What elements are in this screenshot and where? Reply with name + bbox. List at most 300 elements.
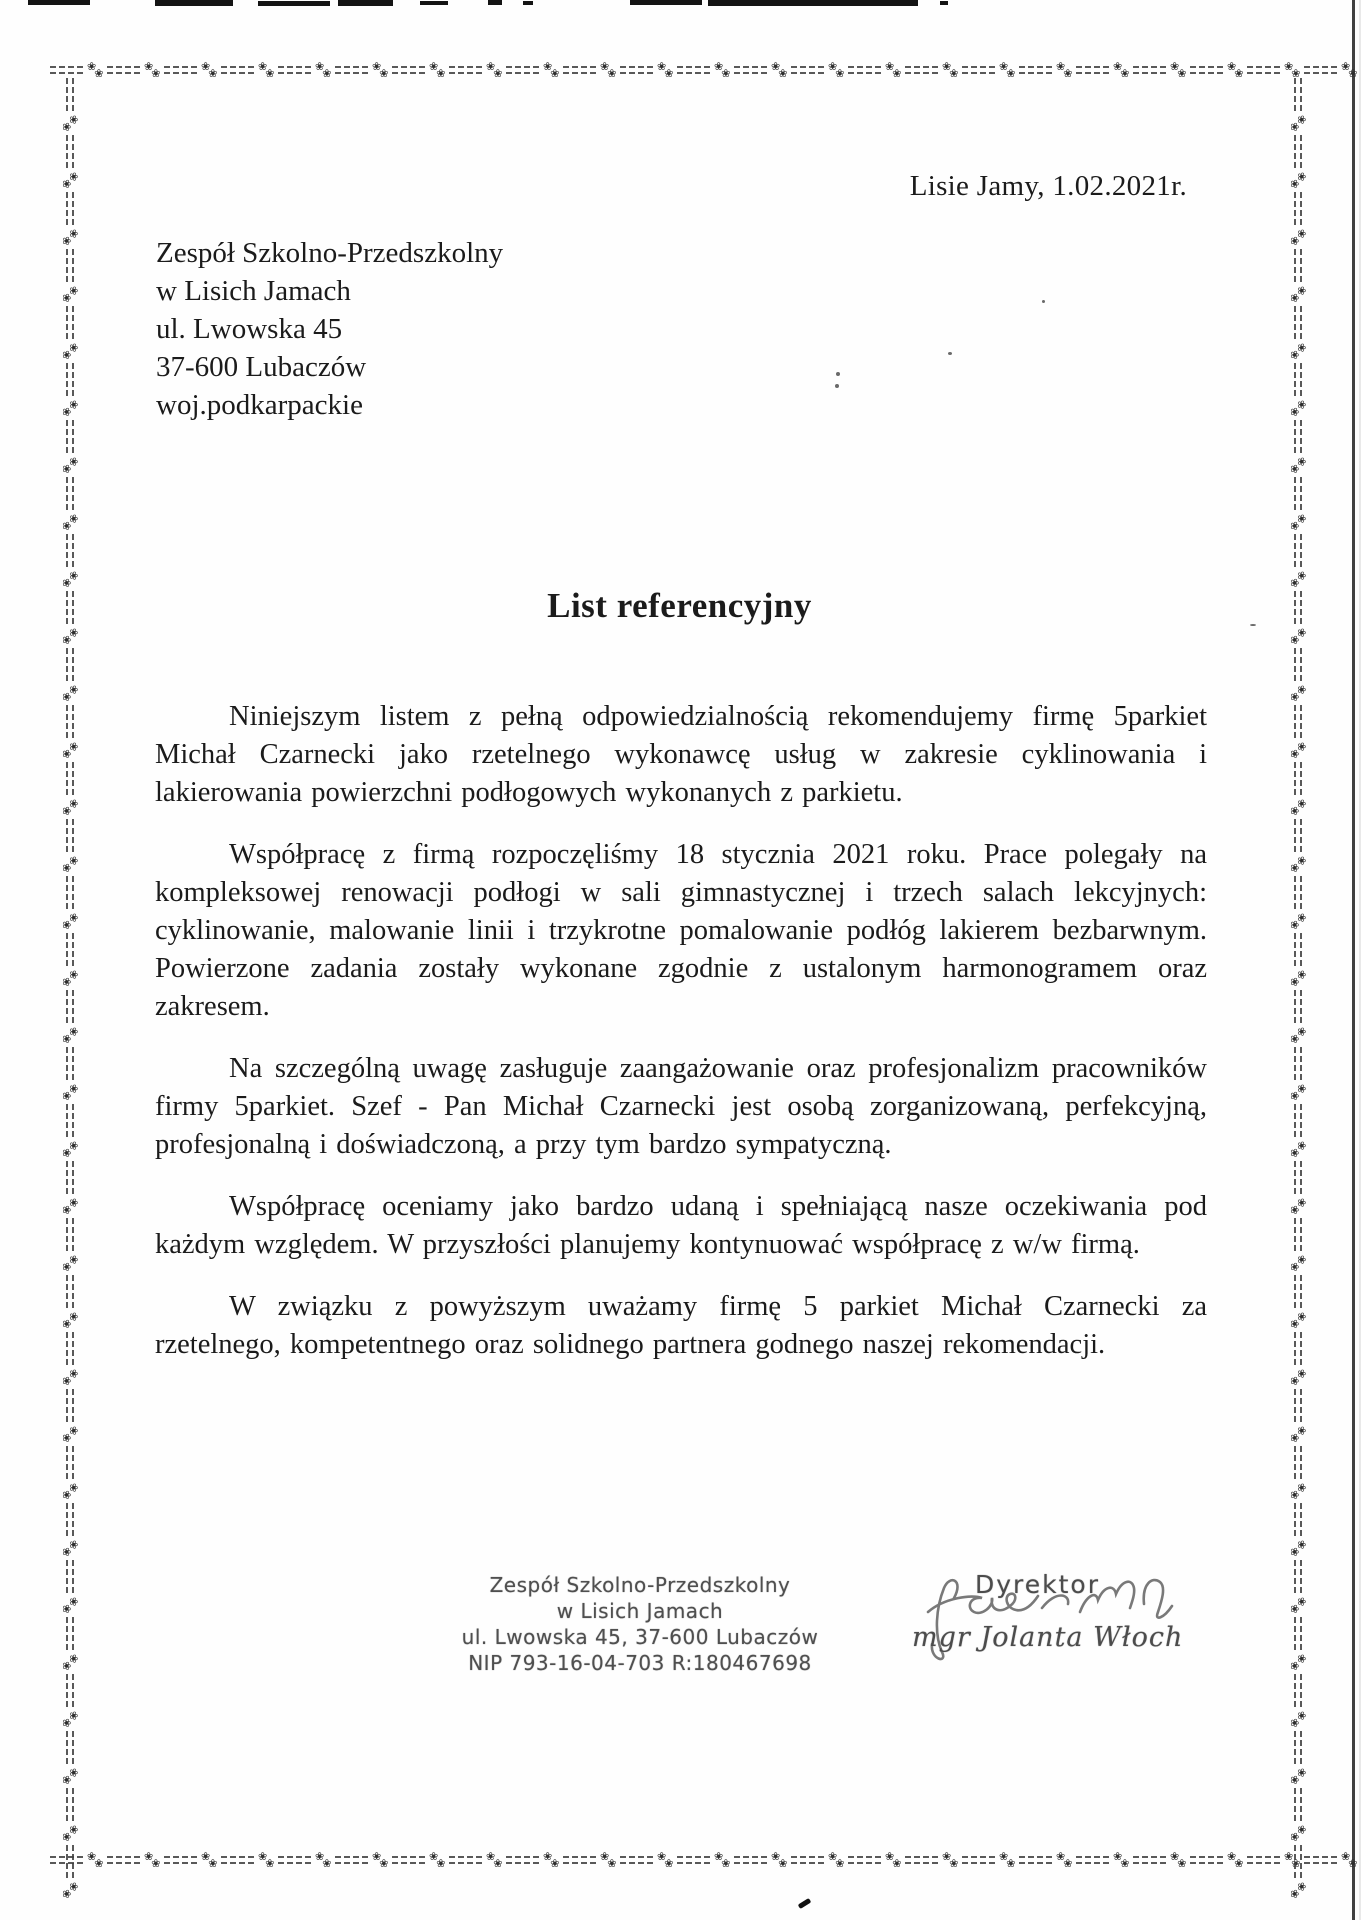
florette-icon: ❀ [1295,229,1309,239]
florette-icon: ❀ [550,1856,560,1870]
letter-body [155,698,1207,1388]
florette-icon: ❀ [1234,1856,1244,1870]
florette-icon: ❀ [60,692,74,702]
florette-icon: ❀ [60,1661,74,1671]
border-ornament-unit [60,876,81,933]
florette-icon: ❀ [1288,977,1302,987]
florette-icon: ❀ [208,66,218,80]
institution-stamp [430,1572,850,1676]
sender-address-block [156,234,503,424]
border-ornament-unit [1288,1674,1309,1731]
scan-artifact [338,0,393,6]
florette-icon: ❀ [1295,1312,1309,1322]
scan-artifact [258,1,330,6]
florette-icon: ❀ [1295,1483,1309,1493]
florette-icon: ❀ [67,229,81,239]
florette-icon: ❀ [315,59,325,73]
florette-icon: ❀ [1295,1597,1309,1607]
border-ornament-unit [60,762,81,819]
florette-icon: ❀ [67,343,81,353]
border-ornament-unit [1304,1849,1361,1870]
florette-icon: ❀ [1288,122,1302,132]
florette-icon: ❀ [144,1849,154,1863]
border-ornament-unit [60,363,81,420]
florette-icon: ❀ [1227,59,1237,73]
florette-icon: ❀ [1348,66,1358,80]
border-ornament-unit [962,59,1019,80]
border-ornament-unit [60,1503,81,1560]
florette-icon: ❀ [1288,1262,1302,1272]
florette-icon: ❀ [1120,1856,1130,1870]
border-ornament-unit [50,1849,107,1870]
sender-address-line: w Lisich Jamach [156,275,351,307]
border-ornament-unit [60,1047,81,1104]
florette-icon: ❀ [1288,1148,1302,1158]
florette-icon: ❀ [67,1027,81,1037]
border-ornament-unit [1288,1731,1309,1788]
florette-icon: ❀ [60,521,74,531]
border-ornament-unit [60,1218,81,1275]
florette-icon: ❀ [721,66,731,80]
border-ornament-unit [221,1849,278,1870]
florette-icon: ❀ [67,856,81,866]
border-ornament-unit [60,648,81,705]
florette-icon: ❀ [60,1262,74,1272]
scan-speck [948,352,952,355]
florette-icon: ❀ [60,1205,74,1215]
florette-icon: ❀ [67,514,81,524]
florette-icon: ❀ [607,1856,617,1870]
florette-icon: ❀ [1288,1718,1302,1728]
florette-icon: ❀ [67,799,81,809]
florette-icon: ❀ [60,1091,74,1101]
florette-icon: ❀ [1291,1856,1301,1870]
florette-icon: ❀ [778,1856,788,1870]
florette-icon: ❀ [60,863,74,873]
border-ornament-unit [1288,135,1309,192]
florette-icon: ❀ [265,1856,275,1870]
border-ornament-unit [506,1849,563,1870]
florette-icon: ❀ [60,1718,74,1728]
florette-icon: ❀ [1288,179,1302,189]
border-ornament-unit [1288,705,1309,762]
florette-icon: ❀ [60,1319,74,1329]
border-ornament-unit [1288,1788,1309,1845]
stamp-line: ul. Lwowska 45, 37-600 Lubaczów [461,1625,819,1649]
florette-icon: ❀ [600,1849,610,1863]
border-ornament-unit [221,59,278,80]
date-line: Lisie Jamy, 1.02.2021r. [909,170,1187,202]
florette-icon: ❀ [1295,1369,1309,1379]
border-ornament-unit [60,1674,81,1731]
florette-icon: ❀ [1234,66,1244,80]
border-ornament-unit [1288,534,1309,591]
florette-icon: ❀ [543,59,553,73]
border-ornament-unit [60,1389,81,1446]
border-ornament-unit [848,1849,905,1870]
florette-icon: ❀ [664,1856,674,1870]
florette-icon: ❀ [1295,1255,1309,1265]
florette-icon: ❀ [1227,1849,1237,1863]
florette-icon: ❀ [1288,578,1302,588]
florette-icon: ❀ [60,806,74,816]
border-ornament-unit [1019,1849,1076,1870]
border-ornament-unit [1288,1389,1309,1446]
florette-icon: ❀ [60,1490,74,1500]
florette-icon: ❀ [208,1856,218,1870]
florette-icon: ❀ [942,59,952,73]
florette-icon: ❀ [1291,66,1301,80]
scan-speck [836,372,840,376]
border-ornament-unit [1288,249,1309,306]
border-ornament-unit [60,1446,81,1503]
border-ornament-unit [563,1849,620,1870]
sender-address-line: Zespół Szkolno-Przedszkolny [156,237,504,269]
border-ornament-unit [563,59,620,80]
florette-icon: ❀ [1295,742,1309,752]
florette-icon: ❀ [67,1426,81,1436]
border-ornament-unit [1288,933,1309,990]
florette-icon: ❀ [379,66,389,80]
florette-icon: ❀ [1288,1604,1302,1614]
border-ornament-unit [962,1849,1019,1870]
border-ornament-unit [1288,1617,1309,1674]
signature-role: Dyrektor [975,1570,1101,1599]
border-ornament-unit [1288,648,1309,705]
florette-icon: ❀ [67,400,81,410]
florette-icon: ❀ [1288,1661,1302,1671]
florette-icon: ❀ [778,66,788,80]
florette-icon: ❀ [60,1376,74,1386]
border-ornament-unit [335,1849,392,1870]
border-ornament-unit [1288,477,1309,534]
florette-icon: ❀ [1295,172,1309,182]
florette-icon: ❀ [60,920,74,930]
border-ornament-unit [1288,1047,1309,1104]
border-ornament-unit [905,1849,962,1870]
florette-icon: ❀ [1113,1849,1123,1863]
scan-speck [1042,300,1045,303]
florette-icon: ❀ [60,1889,74,1899]
florette-icon: ❀ [1295,1711,1309,1721]
border-ornament-unit [1288,819,1309,876]
florette-icon: ❀ [1288,863,1302,873]
florette-icon: ❀ [1113,59,1123,73]
border-ornament-unit [1288,363,1309,420]
border-ornament-unit [1288,1560,1309,1617]
border-ornament-unit [60,1617,81,1674]
border-ornament-unit [791,1849,848,1870]
florette-icon: ❀ [1295,115,1309,125]
border-ornament-unit [60,990,81,1047]
florette-icon: ❀ [1288,293,1302,303]
letter-paragraph: Współpracę z firmą rozpoczęliśmy 18 stycznia 2021 roku. Prace polegały na kompleksowej renowacji podłogi w sali gimnastycznej i trzech salach lekcyjnych: cyklinowanie, malowanie linii i trzykrotne pomalowanie podłóg lakierem bezbarwnym. Powierzone zadania zostały wykonane zgodnie z ustalonym harmonogramem oraz zakresem. [155,839,1207,1022]
florette-icon: ❀ [835,66,845,80]
ornamental-border-right [1288,78,1309,1899]
border-ornament-unit [1288,1332,1309,1389]
florette-icon: ❀ [835,1856,845,1870]
florette-icon: ❀ [1288,1433,1302,1443]
florette-icon: ❀ [60,179,74,189]
florette-icon: ❀ [1288,350,1302,360]
border-ornament-unit [905,59,962,80]
border-ornament-unit [60,1845,81,1902]
florette-icon: ❀ [67,742,81,752]
sender-address-line: ul. Lwowska 45 [156,313,343,345]
border-ornament-unit [60,534,81,591]
florette-icon: ❀ [60,407,74,417]
florette-icon: ❀ [1295,970,1309,980]
florette-icon: ❀ [60,977,74,987]
border-ornament-unit [734,1849,791,1870]
border-ornament-unit [734,59,791,80]
florette-icon: ❀ [1295,1768,1309,1778]
florette-icon: ❀ [67,1198,81,1208]
border-ornament-unit [1288,1503,1309,1560]
florette-icon: ❀ [67,115,81,125]
border-ornament-unit [60,819,81,876]
border-ornament-unit [848,59,905,80]
border-ornament-unit [1288,1104,1309,1161]
florette-icon: ❀ [60,1604,74,1614]
florette-icon: ❀ [1295,1654,1309,1664]
florette-icon: ❀ [1288,692,1302,702]
florette-icon: ❀ [1063,66,1073,80]
florette-icon: ❀ [67,970,81,980]
florette-icon: ❀ [67,571,81,581]
florette-icon: ❀ [999,1849,1009,1863]
florette-icon: ❀ [1288,749,1302,759]
florette-icon: ❀ [67,628,81,638]
florette-icon: ❀ [1284,1849,1294,1863]
florette-icon: ❀ [1288,635,1302,645]
florette-icon: ❀ [1348,1856,1358,1870]
florette-icon: ❀ [885,59,895,73]
border-ornament-unit [60,306,81,363]
border-ornament-unit [1019,59,1076,80]
border-ornament-unit [1288,1446,1309,1503]
stamp-line: NIP 793-16-04-703 R:180467698 [468,1651,812,1675]
florette-icon: ❀ [60,122,74,132]
border-ornament-unit [620,1849,677,1870]
border-ornament-unit [60,1560,81,1617]
florette-icon: ❀ [60,1034,74,1044]
border-ornament-unit [1304,59,1361,80]
florette-icon: ❀ [892,1856,902,1870]
border-ornament-unit [164,1849,221,1870]
letter-paragraph: Współpracę oceniamy jako bardzo udaną i spełniającą nasze oczekiwania pod każdym względem. W przyszłości planujemy kontynuować współpracę z w/w firmą. [155,1191,1207,1260]
scan-artifact [708,0,918,6]
letter-paragraph: Niniejszym listem z pełną odpowiedzialnością rekomendujemy firmę 5parkiet Michał Czarnecki jako rzetelnego wykonawcę usług w zakresie cyklinowania i lakierowania powierzchni podłogowych wykonanych z parkietu. [155,701,1207,808]
florette-icon: ❀ [828,1849,838,1863]
florette-icon: ❀ [1288,1091,1302,1101]
border-ornament-unit [60,249,81,306]
border-ornament-unit [677,1849,734,1870]
florette-icon: ❀ [721,1856,731,1870]
florette-icon: ❀ [67,172,81,182]
border-ornament-unit [1133,1849,1190,1870]
florette-icon: ❀ [60,1775,74,1785]
florette-icon: ❀ [60,1148,74,1158]
border-ornament-unit [1288,1275,1309,1332]
florette-icon: ❀ [714,1849,724,1863]
border-ornament-unit [60,420,81,477]
florette-icon: ❀ [1295,1540,1309,1550]
florette-icon: ❀ [1295,685,1309,695]
florette-icon: ❀ [258,59,268,73]
florette-icon: ❀ [600,59,610,73]
border-ornament-unit [1288,1845,1309,1902]
florette-icon: ❀ [1288,407,1302,417]
florette-icon: ❀ [1056,1849,1066,1863]
florette-icon: ❀ [1288,1547,1302,1557]
ornamental-border-top [50,59,1358,80]
florette-icon: ❀ [67,1597,81,1607]
border-ornament-unit [620,59,677,80]
florette-icon: ❀ [429,59,439,73]
florette-icon: ❀ [1288,920,1302,930]
border-ornament-unit [1076,59,1133,80]
florette-icon: ❀ [493,1856,503,1870]
florette-icon: ❀ [949,1856,959,1870]
florette-icon: ❀ [949,66,959,80]
florette-icon: ❀ [1120,66,1130,80]
florette-icon: ❀ [1056,59,1066,73]
florette-icon: ❀ [144,59,154,73]
florette-icon: ❀ [1288,1889,1302,1899]
scan-artifact [488,0,502,5]
florette-icon: ❀ [67,1768,81,1778]
florette-icon: ❀ [771,1849,781,1863]
letter-paragraph: W związku z powyższym uważamy firmę 5 parkiet Michał Czarnecki za rzetelnego, kompetentnego oraz solidnego partnera godnego naszej rekomendacji. [155,1291,1207,1360]
florette-icon: ❀ [67,1369,81,1379]
border-ornament-unit [1288,1218,1309,1275]
florette-icon: ❀ [151,66,161,80]
border-ornament-unit [60,705,81,762]
florette-icon: ❀ [87,1849,97,1863]
florette-icon: ❀ [151,1856,161,1870]
florette-icon: ❀ [1295,1825,1309,1835]
border-ornament-unit [1133,59,1190,80]
border-ornament-unit [1288,192,1309,249]
border-ornament-unit [677,59,734,80]
sender-address-line: woj.podkarpackie [156,389,363,421]
florette-icon: ❀ [1288,1832,1302,1842]
florette-icon: ❀ [67,1255,81,1265]
border-ornament-unit [335,59,392,80]
letter-title: List referencyjny [547,586,812,625]
florette-icon: ❀ [67,1084,81,1094]
florette-icon: ❀ [315,1849,325,1863]
florette-icon: ❀ [372,59,382,73]
border-ornament-unit [1288,1161,1309,1218]
border-ornament-unit [164,59,221,80]
florette-icon: ❀ [67,913,81,923]
florette-icon: ❀ [1288,1319,1302,1329]
florette-icon: ❀ [892,66,902,80]
ornamental-border-bottom [50,1849,1358,1870]
florette-icon: ❀ [1288,806,1302,816]
letter-paragraph: Na szczególną uwagę zasługuje zaangażowanie oraz profesjonalizm pracowników firmy 5parkiet. Szef - Pan Michał Czarnecki jest osobą zorganizowaną, perfekcyjną, profesjonalną i doświadczoną, a przy tym bardzo sympatyczną. [155,1053,1207,1160]
florette-icon: ❀ [1295,343,1309,353]
scan-speck [835,384,839,388]
florette-icon: ❀ [657,59,667,73]
florette-icon: ❀ [60,1832,74,1842]
florette-icon: ❀ [1288,1376,1302,1386]
florette-icon: ❀ [1295,1198,1309,1208]
florette-icon: ❀ [942,1849,952,1863]
florette-icon: ❀ [436,66,446,80]
florette-icon: ❀ [60,635,74,645]
border-ornament-unit [1247,59,1304,80]
florette-icon: ❀ [1295,1882,1309,1892]
florette-icon: ❀ [885,1849,895,1863]
scan-artifact [28,0,90,5]
florette-icon: ❀ [1006,66,1016,80]
border-ornament-unit [60,78,81,135]
florette-icon: ❀ [60,1433,74,1443]
florette-icon: ❀ [1295,1027,1309,1037]
florette-icon: ❀ [372,1849,382,1863]
florette-icon: ❀ [67,1483,81,1493]
border-ornament-unit [1288,78,1309,135]
florette-icon: ❀ [265,66,275,80]
florette-icon: ❀ [1288,521,1302,531]
florette-icon: ❀ [67,1141,81,1151]
border-ornament-unit [107,59,164,80]
florette-icon: ❀ [201,59,211,73]
border-ornament-unit [60,1275,81,1332]
florette-icon: ❀ [322,1856,332,1870]
florette-icon: ❀ [1170,59,1180,73]
border-ornament-unit [1288,876,1309,933]
florette-icon: ❀ [1295,400,1309,410]
florette-icon: ❀ [1177,66,1187,80]
florette-icon: ❀ [550,66,560,80]
border-ornament-unit [449,1849,506,1870]
florette-icon: ❀ [94,1856,104,1870]
florette-icon: ❀ [1063,1856,1073,1870]
border-ornament-unit [60,1161,81,1218]
border-ornament-unit [60,1104,81,1161]
florette-icon: ❀ [60,236,74,246]
border-ornament-unit [1288,762,1309,819]
florette-icon: ❀ [664,66,674,80]
florette-icon: ❀ [1295,286,1309,296]
florette-icon: ❀ [201,1849,211,1863]
florette-icon: ❀ [60,1547,74,1557]
florette-icon: ❀ [60,578,74,588]
florette-icon: ❀ [67,1540,81,1550]
florette-icon: ❀ [1288,1775,1302,1785]
border-ornament-unit [1190,59,1247,80]
scan-artifact [630,0,702,5]
border-ornament-unit [278,59,335,80]
florette-icon: ❀ [67,685,81,695]
florette-icon: ❀ [493,66,503,80]
stamp-line: Zespół Szkolno-Przedszkolny [489,1573,791,1597]
florette-icon: ❀ [999,59,1009,73]
florette-icon: ❀ [1170,1849,1180,1863]
florette-icon: ❀ [1295,628,1309,638]
florette-icon: ❀ [94,66,104,80]
florette-icon: ❀ [1295,799,1309,809]
florette-icon: ❀ [1341,1849,1351,1863]
florette-icon: ❀ [60,749,74,759]
border-ornament-unit [60,477,81,534]
florette-icon: ❀ [379,1856,389,1870]
florette-icon: ❀ [67,457,81,467]
